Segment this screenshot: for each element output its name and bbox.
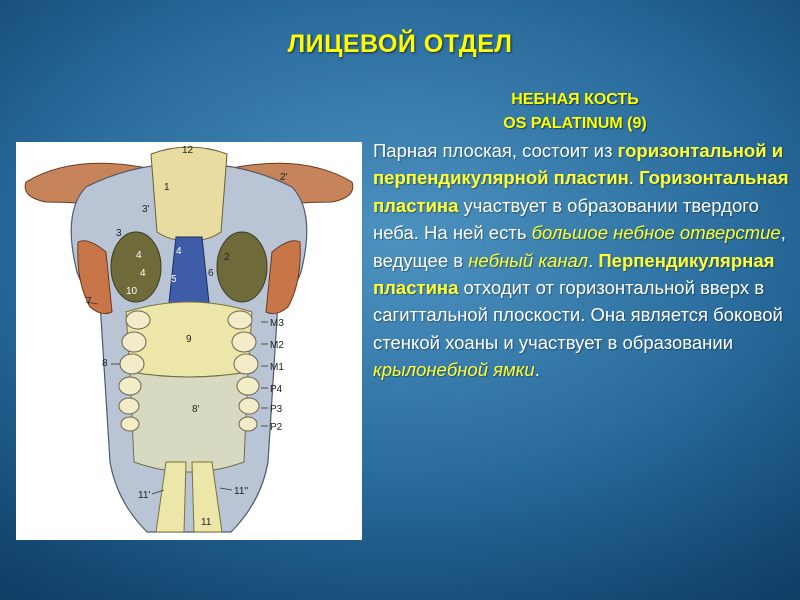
term-greater-palatine-foramen: большое небное отверстие [531,222,781,244]
text-segment: Парная плоская, состоит из [373,140,618,161]
figure-label-m1: M1 [270,362,284,373]
figure-label-7: 7 [86,296,92,307]
figure-label-9: 9 [186,334,192,345]
figure-label-3-prime: 3' [142,204,150,215]
bone-name-russian: НЕБНАЯ КОСТЬ [511,91,639,108]
bone-name-heading [470,88,680,136]
term-palatine-canal: небный канал [468,249,589,271]
highlight-plates: горизонтальной и перпендикулярной пластин [373,140,784,189]
bone-name-latin: OS PALATINUM (9) [503,115,647,132]
figure-label-8: 8 [102,358,108,369]
figure-label-2-prime: 2' [280,172,288,183]
term-pterygopalatine-fossa: крылонебной ямки [373,359,535,381]
figure-label-11-prime: 11' [138,490,151,501]
text-segment: участвует в образовании твердого неба. На ней есть [373,194,759,244]
description-paragraph [373,137,793,384]
figure-label-2: 2 [224,252,230,263]
highlight-horizontal-plate: Горизонтальная пластина [373,167,789,216]
text-segment: . [534,359,540,381]
text-segment: . [628,167,640,189]
figure-label-4-a: 4 [176,246,182,257]
skull-ventral-view-drawing [16,142,362,540]
figure-label-3: 3 [116,228,122,239]
figure-label-8-prime: 8' [192,404,200,415]
skull-illustration [16,142,362,540]
text-segment: . [588,249,599,271]
text-segment: отходит от горизонтальной вверх в сагиттальной плоскости. Она является боковой стенкой хоаны и участвует в образовании [373,277,783,353]
text-segment: , ведущее в [373,222,786,271]
figure-label-6: 6 [208,268,214,279]
figure-label-4-b: 4 [136,250,142,261]
figure-label-p3: P3 [270,404,283,415]
slide-title: ЛИЦЕВОЙ ОТДЕЛ [287,30,513,58]
figure-label-10: 10 [126,286,138,297]
figure-label-11: 11 [201,517,212,528]
figure-label-4-c: 4 [140,268,146,279]
figure-label-5: 5 [171,274,177,285]
figure-label-1: 1 [164,182,170,193]
figure-label-12: 12 [182,145,194,156]
figure-label-m3: M3 [270,318,284,329]
figure-label-p2: P2 [270,422,283,433]
highlight-perpendicular-plate: Перпендикулярная пластина [373,249,775,299]
figure-label-11-double-prime: 11'' [234,486,249,497]
figure-label-m2: M2 [270,340,284,351]
figure-label-p4: P4 [270,384,283,395]
